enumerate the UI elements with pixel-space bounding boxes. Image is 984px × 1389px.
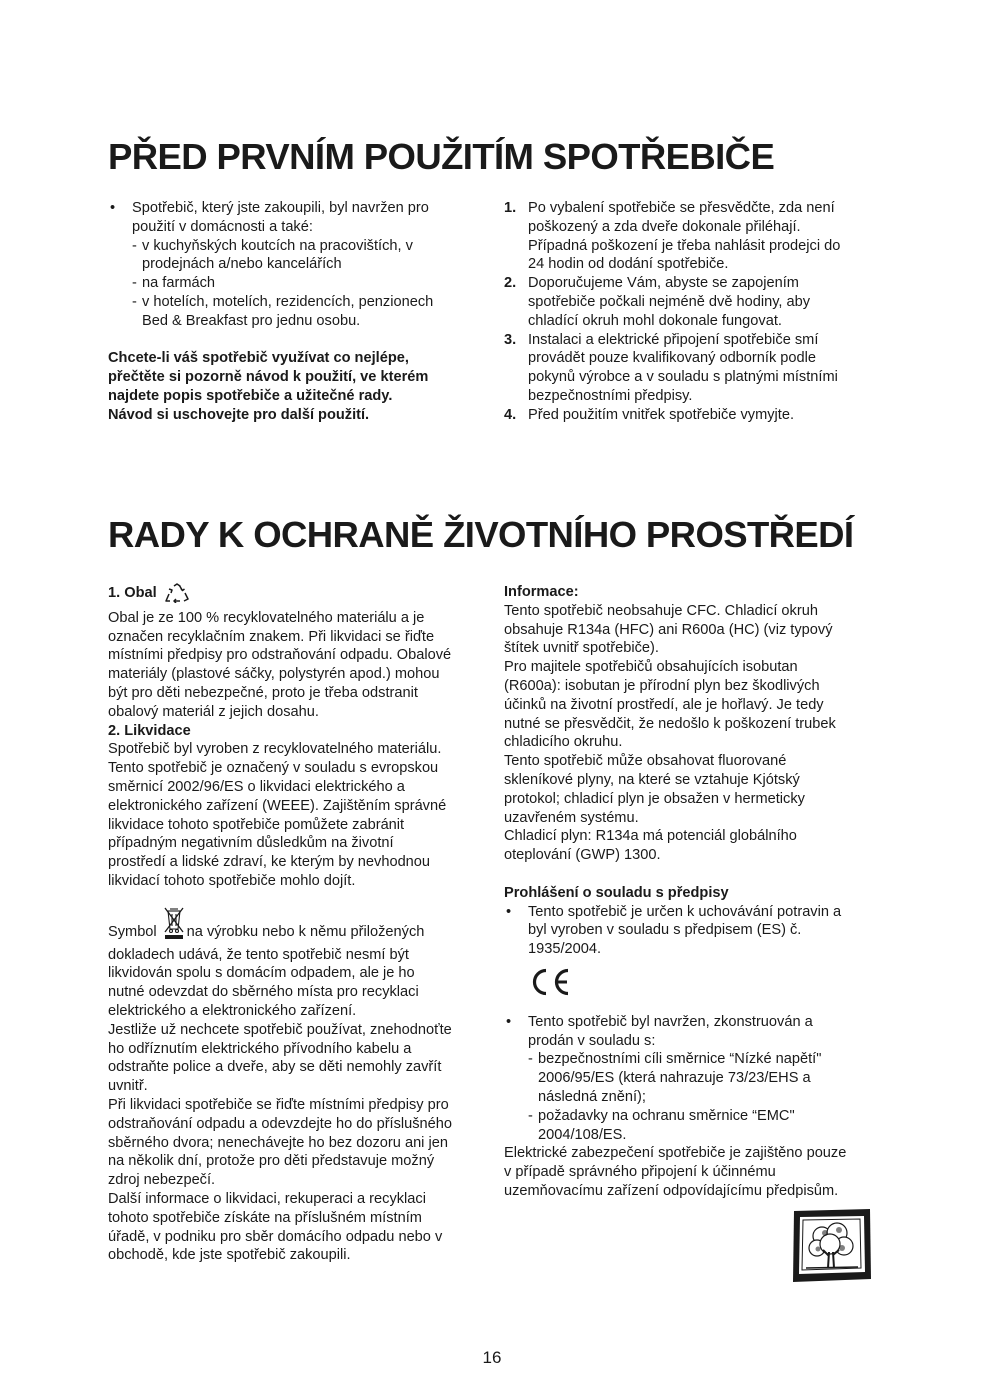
text-line: skleníkové plyny, na které se vztahuje Kjótský (504, 771, 800, 788)
text-line: místními předpisy pro odstraňování odpadu. Obalové (108, 647, 452, 664)
dash-marker: - (132, 275, 137, 292)
text-line: byl vyroben v souladu s předpisem (ES) č. (528, 922, 802, 939)
dash-line: prodejnách a/nebo kancelářích (142, 256, 342, 273)
text-line: na několik dní, protože pro děti představuje možný (108, 1153, 435, 1170)
dash-item (108, 293, 478, 331)
text-line: v případě správného připojení k účinnému (504, 1164, 776, 1181)
symbol-word: Symbol (108, 923, 157, 940)
text-line: obchodě, kde jste spotřebič zakoupili. (108, 1247, 351, 1264)
text-line: Spotřebič byl vyroben z recyklovatelného materiálu. (108, 741, 442, 758)
design-bullet (504, 1013, 884, 1051)
symbol-after-text: na výrobku nebo k němu přiložených (186, 923, 425, 940)
text-line: Další informace o likvidaci, rekuperaci a recyklaci (108, 1190, 426, 1207)
item-line: Před použitím vnitřek spotřebiče vymyjte. (528, 406, 795, 423)
obal-heading (108, 583, 488, 609)
text-line: oteplování (GWP) 1300. (504, 847, 661, 864)
text-line: Tento spotřebič je označený v souladu s evropskou (108, 760, 439, 777)
text-line: prodán v souladu s: (528, 1032, 656, 1049)
ce-mark (528, 967, 884, 1003)
bullet-marker: • (506, 903, 512, 920)
text-line: odstraňování odpadu a odevzdejte ho do příslušného (108, 1115, 453, 1132)
text-line: Tento spotřebič byl navržen, zkonstruován a (528, 1013, 813, 1030)
item-line: chladící okruh mohl dokonale fungovat. (528, 312, 782, 329)
section1-left-column (108, 199, 478, 425)
intro-line: použití v domácnosti a také: (132, 218, 313, 235)
text-line: likvidací tohoto spotřebiče mohlo dojít. (108, 872, 356, 889)
dash-item (504, 1050, 884, 1106)
dash-marker: - (132, 293, 137, 310)
section2-left-column (108, 583, 488, 1265)
info-heading: Informace: (504, 584, 579, 600)
numbered-item (504, 274, 884, 330)
text-line: materiály (plastové sáčky, polystyrén apod.) mohou (108, 666, 440, 683)
intro-line: Spotřebič, který jste zakoupili, byl navržen pro (132, 200, 429, 216)
numbered-item (504, 406, 884, 425)
note-line: Chcete-li váš spotřebič využívat co nejlépe, (108, 350, 409, 367)
section1-right-column (504, 199, 884, 425)
text-line: být pro děti nebezpečné, proto je třeba odstranit (108, 684, 418, 701)
text-line: elektrického a elektronického zařízení. (108, 1002, 357, 1019)
text-line: uzemňovacímu zařízení odpovídajícímu předpisům. (504, 1182, 839, 1199)
text-line: označen recyklačním znakem. Při likvidaci se řiďte (108, 628, 435, 645)
dash-line: v kuchyňských koutcích na pracovištích, v (142, 237, 413, 254)
text-line: Elektrické zabezpečení spotřebiče je zajištěno pouze (504, 1145, 847, 1162)
text-line: chladicího okruhu. (504, 734, 623, 751)
item-line: poškozený a zda dveře dokonale přiléhají. (528, 218, 801, 235)
text-line: nutné odevzdat do sběrného místa pro recyklaci (108, 984, 419, 1001)
dash-line: Bed & Breakfast pro jednu osobu. (142, 312, 361, 329)
item-line: Doporučujeme Vám, abyste se zapojením (528, 275, 799, 292)
text-line: Tento spotřebič může obsahovat fluorované (504, 753, 787, 770)
text-line: dokladech udává, že tento spotřebič nesmí být (108, 946, 409, 963)
dash-marker: - (132, 237, 137, 254)
text-line: prostředí a lidské zdraví, ke kterým by nevhodnou (108, 854, 431, 871)
text-line: odstraňte police a dveře, aby se děti nemohly zavřít (108, 1059, 442, 1076)
section2-title: RADY K OCHRANĚ ŽIVOTNÍHO PROSTŘEDÍ (108, 514, 854, 555)
dash-line: v hotelích, motelích, rezidencích, penzionech (142, 293, 434, 310)
text-line: (R600a): isobutan je přírodní plyn bez škodlivých (504, 677, 820, 694)
text-line: zdroj nebezpečí. (108, 1172, 216, 1189)
numbered-item (504, 331, 884, 406)
conformity-bullet (504, 903, 884, 959)
text-line: Obal je ze 100 % recyklovatelného materiálu a je (108, 609, 425, 626)
item-line: Po vybalení spotřebiče se přesvědčte, zda není (528, 200, 835, 216)
dash-marker: - (528, 1051, 533, 1068)
intro-bullet (108, 199, 478, 237)
dash-line: 2006/95/ES (která nahrazuje 73/23/EHS a (538, 1070, 811, 1087)
page-number: 16 (482, 1348, 502, 1367)
bullet-marker: • (110, 200, 116, 216)
dash-line: následná znění); (538, 1088, 646, 1105)
conformity-heading: Prohlášení o souladu s předpisy (504, 884, 729, 901)
text-line: uzavřeném systému. (504, 809, 639, 826)
item-line: pokynů výrobce a v souladu s platnými místními (528, 369, 838, 386)
section1-title: PŘED PRVNÍM POUŽITÍM SPOTŘEBIČE (108, 136, 775, 177)
note-line: Návod si uschovejte pro další použití. (108, 406, 370, 423)
text-line: nutné se přesvědčit, že nedošlo k poškození trubek (504, 715, 836, 732)
note-line: najdete popis spotřebiče a užitečné rady. (108, 387, 393, 404)
obal-heading-text: 1. Obal (108, 585, 157, 601)
text-line: uvnitř. (108, 1078, 148, 1095)
item-number: 4. (504, 406, 517, 423)
tree-logo-icon (790, 1208, 874, 1289)
text-line: sběrného dvora; nenechávejte ho bez dozoru ani jen (108, 1134, 448, 1151)
text-line: Tento spotřebič neobsahuje CFC. Chladicí okruh (504, 602, 818, 619)
text-line: směrnicí 2002/96/ES o likvidaci elektrického a (108, 778, 405, 795)
text-line: likvidován spolu s domácím odpadem, ale je ho (108, 965, 415, 982)
text-line: ho odříznutím elektrického přívodního kabelu a (108, 1040, 412, 1057)
recycle-triangle-icon (165, 583, 189, 609)
dash-line: 2004/108/ES. (538, 1126, 627, 1143)
text-line: případným negativním důsledkům na životní (108, 835, 394, 852)
item-line: provádět pouze kvalifikovaný odborník podle (528, 350, 817, 367)
item-number: 3. (504, 331, 517, 348)
text-line: obalový materiál z jejich dosahu. (108, 703, 319, 720)
bullet-marker: • (506, 1013, 512, 1030)
dash-item (108, 237, 478, 275)
text-line: Tento spotřebič je určen k uchovávání potravin a (528, 903, 842, 920)
text-line: štítek uvnitř spotřebiče). (504, 640, 659, 657)
dash-marker: - (528, 1107, 533, 1124)
dash-line: na farmách (142, 275, 216, 292)
text-line: Chladicí plyn: R134a má potenciál globálního (504, 828, 797, 845)
text-line: účinků na životní prostředí, ale je hořlavý. Je tedy (504, 696, 824, 713)
crossed-out-bin-icon (163, 906, 185, 946)
item-line: spotřebiče počkali nejméně dvě hodiny, aby (528, 293, 811, 310)
text-line: 1935/2004. (528, 941, 602, 958)
dash-line: bezpečnostními cíli směrnice “Nízké napětí" (538, 1051, 822, 1068)
dash-line: požadavky na ochranu směrnice “EMC" (538, 1107, 795, 1124)
numbered-item (504, 199, 884, 274)
text-line: obsahuje R134a (HFC) ani R600a (HC) (viz typový (504, 621, 833, 638)
text-line: Pro majitele spotřebičů obsahujících isobutan (504, 659, 798, 676)
symbol-line (108, 906, 488, 946)
item-line: bezpečnostními předpisy. (528, 387, 693, 404)
item-number: 1. (504, 200, 517, 216)
text-line: Jestliže už nechcete spotřebič používat, znehodnoťte (108, 1021, 452, 1038)
text-line: likvidace tohoto spotřebiče pomůžete zabránit (108, 816, 405, 833)
text-line: elektronického zařízení (WEEE). Zajištěním správné (108, 797, 447, 814)
note-line: přečtěte si pozorně návod k použití, ve kterém (108, 369, 429, 386)
text-line: úřadě, v podniku pro sběr domácího odpadu nebo v (108, 1228, 443, 1245)
read-manual-note (108, 349, 478, 424)
item-number: 2. (504, 275, 517, 292)
section2-right-column (504, 583, 884, 1201)
likvidace-heading: 2. Likvidace (108, 722, 191, 739)
text-line: tohoto spotřebiče získáte na příslušném místním (108, 1209, 422, 1226)
dash-item (108, 274, 478, 293)
item-line: Instalaci a elektrické připojení spotřebiče smí (528, 331, 819, 348)
item-line: 24 hodin od dodání spotřebiče. (528, 256, 729, 273)
dash-item (504, 1107, 884, 1145)
item-line: Případná poškození je třeba nahlásit prodejci do (528, 237, 841, 254)
text-line: protokol; chladicí plyn je obsažen v hermeticky (504, 790, 805, 807)
text-line: Při likvidaci spotřebiče se řiďte místními předpisy pro (108, 1096, 449, 1113)
